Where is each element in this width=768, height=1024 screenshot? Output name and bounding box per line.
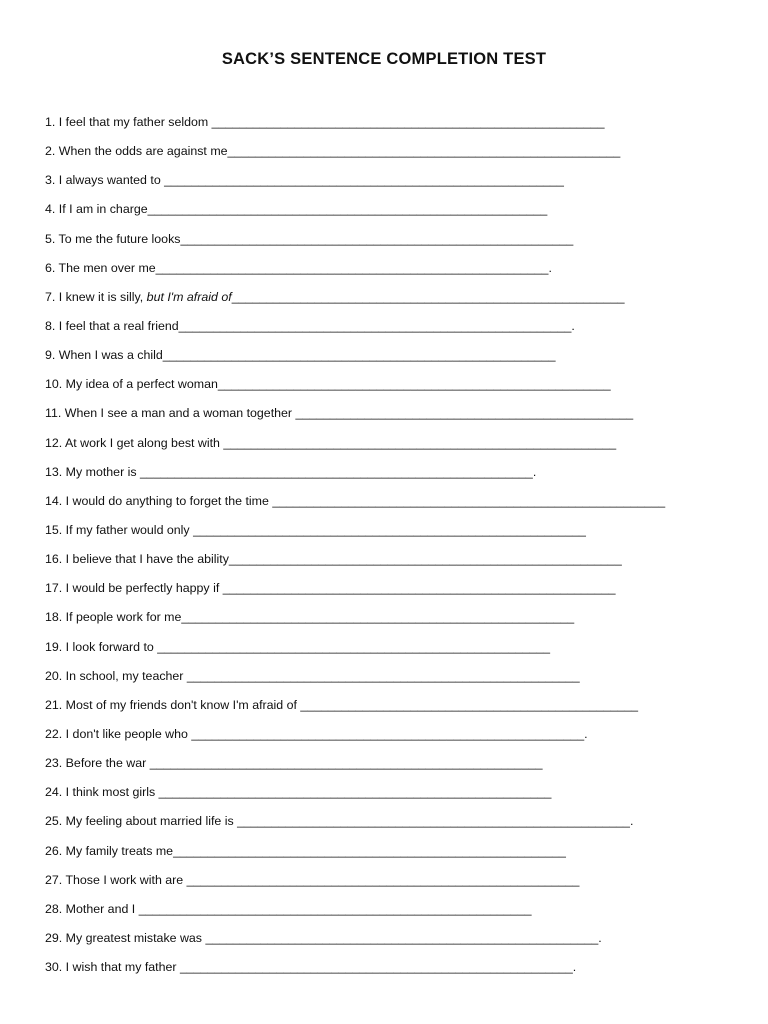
sentence-item (45, 403, 745, 432)
sentence-stem: 4. If I am in charge (45, 202, 148, 217)
sentence-item (45, 666, 745, 695)
sentence-stem: 7. I knew it is silly, (45, 289, 147, 304)
sentence-stem: 20. In school, my teacher (45, 668, 187, 683)
answer-blank: __________________________________________________________ (164, 173, 564, 188)
sentence-stem: 22. I don't like people who (45, 726, 192, 741)
sentence-stem: 2. When the odds are against me (45, 144, 228, 159)
answer-blank: _________________________________________________________ (138, 901, 532, 916)
sentence-stem: 6. The men over me (45, 260, 156, 275)
answer-blank: _________________________________________________________. (155, 260, 552, 275)
sentence-item (45, 578, 745, 607)
sentence-stem: 24. I think most girls (45, 785, 159, 800)
sentence-item (45, 345, 745, 374)
answer-blank: _________________________________________________________ (162, 348, 556, 363)
sentence-item (45, 841, 745, 870)
sentence-item (45, 229, 745, 258)
sentence-stem: 28. Mother and I (45, 901, 139, 916)
sentence-item (45, 899, 745, 928)
answer-blank: _________________________________________________________ (186, 872, 580, 887)
answer-blank: _________________________________________________________. (140, 464, 537, 479)
sentence-stem: 3. I always wanted to (45, 173, 165, 188)
answer-blank: _________________________________________________________. (191, 726, 588, 741)
sentence-item (45, 170, 745, 199)
sentence-item (45, 520, 745, 549)
answer-blank: _________________________________________________________. (179, 960, 577, 975)
answer-blank: __________________________________________________________ (147, 202, 548, 217)
sentence-item (45, 462, 745, 491)
answer-blank: _________________________________________________ (295, 406, 634, 421)
sentence-item (45, 637, 745, 666)
sentence-stem: 14. I would do anything to forget the time (45, 493, 273, 508)
answer-blank: _________________________________________________________ (149, 756, 543, 771)
sentence-stem: 18. If people work for me (45, 610, 182, 625)
answer-blank: _________________________________________________________ (223, 435, 617, 450)
sentence-stem: 29. My greatest mistake was (45, 930, 206, 945)
sentence-item (45, 753, 745, 782)
sentence-stem: 27. Those I work with are (45, 872, 187, 887)
sentence-stem: 1. I feel that my father seldom (45, 115, 212, 129)
sentence-item (45, 199, 745, 228)
sentence-item (45, 374, 745, 403)
sentence-stem: 10. My idea of a perfect woman (45, 377, 218, 392)
sentence-stem: 30. I wish that my father (45, 960, 180, 975)
sentence-stem: 16. I believe that I have the ability (45, 552, 229, 567)
answer-blank: _________________________________________________________ (180, 231, 574, 246)
sentence-item (45, 928, 745, 957)
sentence-item (45, 316, 745, 345)
answer-blank: _________________________________________________________ (272, 493, 666, 508)
sentence-item (45, 782, 745, 811)
answer-blank: _________________________________________________________ (158, 785, 552, 800)
sentence-item (45, 695, 745, 724)
sentence-list (45, 112, 745, 986)
sentence-stem: 11. When I see a man and a woman together (45, 406, 296, 421)
sentence-stem: 13. My mother is (45, 464, 141, 479)
sentence-item (45, 549, 745, 578)
answer-blank: _________________________________________________________. (205, 930, 602, 945)
sentence-stem-italic: but I'm afraid of (146, 289, 232, 304)
sentence-item (45, 112, 745, 141)
page-title: SACK’S SENTENCE COMPLETION TEST (221, 50, 547, 68)
answer-blank: _________________________________________________________ (222, 581, 616, 596)
sentence-stem: 25. My feeling about married life is (45, 814, 238, 829)
sentence-stem: 15. If my father would only (45, 522, 194, 537)
answer-blank: _________________________________________________________ (231, 289, 625, 304)
sentence-item (45, 258, 745, 287)
sentence-stem: 17. I would be perfectly happy if (45, 581, 223, 596)
sentence-stem: 8. I feel that a real friend (45, 318, 179, 333)
sentence-item (45, 870, 745, 899)
answer-blank: _________________________________________________________ (157, 639, 551, 654)
sentence-item (45, 607, 745, 636)
answer-blank: _________________________________________________________. (237, 814, 634, 829)
answer-blank: _________________________________________________________ (193, 522, 586, 537)
sentence-stem: 19. I look forward to (45, 639, 158, 654)
sentence-stem: 12. At work I get along best with (45, 435, 224, 450)
answer-blank: _________________________________________________________. (178, 318, 575, 333)
sentence-stem: 5. To me the future looks (45, 231, 181, 246)
sentence-stem: 9. When I was a child (45, 348, 163, 363)
answer-blank: _________________________________________________________ (211, 115, 605, 129)
sentence-item (45, 957, 745, 986)
sentence-stem: 23. Before the war (45, 756, 150, 771)
answer-blank: _________________________________________________________ (173, 843, 566, 858)
sentence-item (45, 141, 745, 170)
sentence-item (45, 811, 745, 840)
sentence-item (45, 433, 745, 462)
answer-blank: _________________________________________________ (300, 697, 639, 712)
sentence-item (45, 287, 745, 316)
answer-blank: _________________________________________________________ (181, 610, 575, 625)
sentence-item (45, 491, 745, 520)
answer-blank: _________________________________________________________ (228, 552, 622, 567)
sentence-item (45, 724, 745, 753)
answer-blank: _________________________________________________________ (227, 144, 621, 159)
sentence-stem: 26. My family treats me (45, 843, 174, 858)
sentence-stem: 21. Most of my friends don't know I'm afraid of (45, 697, 301, 712)
answer-blank: _________________________________________________________ (186, 668, 580, 683)
answer-blank: _________________________________________________________ (217, 377, 611, 392)
